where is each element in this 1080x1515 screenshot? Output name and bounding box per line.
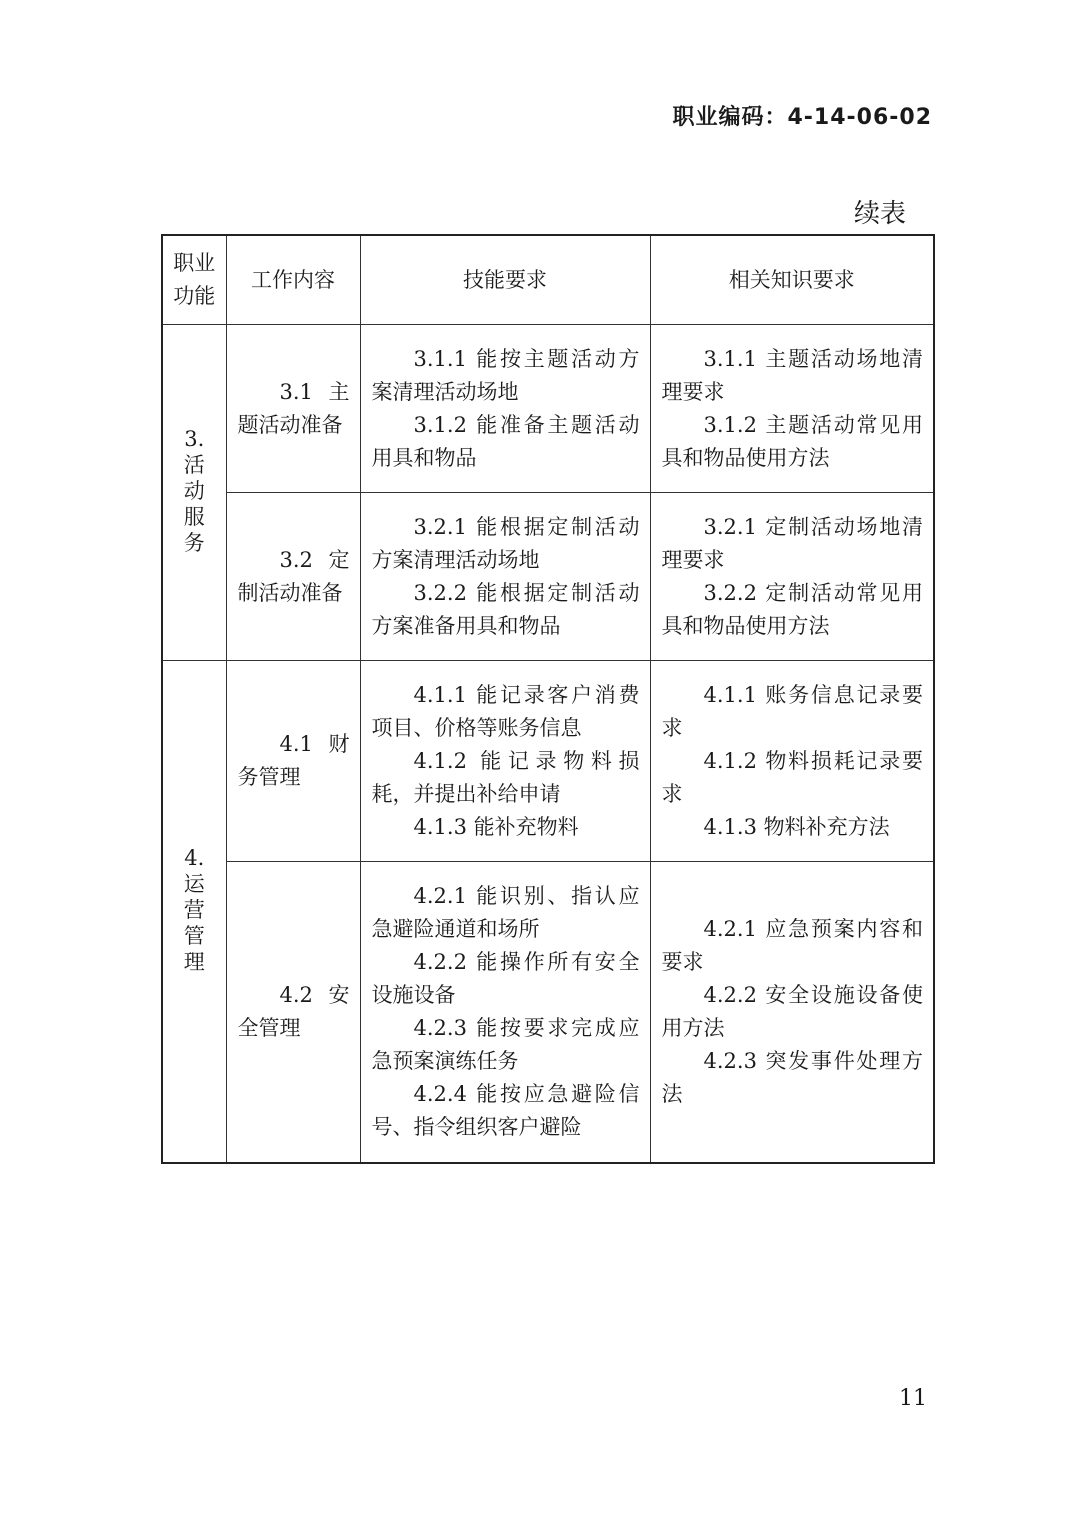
- content-cell: 3.1 主题活动准备: [226, 325, 360, 493]
- content-cell: 4.1 财务管理: [226, 661, 360, 862]
- header-content: 工作内容: [226, 235, 360, 325]
- table-row: [162, 325, 934, 493]
- table-row: [162, 661, 934, 862]
- table-row: [162, 493, 934, 661]
- skills-cell: 3.2.1 能根据定制活动方案清理活动场地 3.2.2 能根据定制活动方案准备用具和物品: [360, 493, 650, 661]
- table-continued-label: 续表: [853, 199, 906, 229]
- header-function: 职业功能: [162, 235, 226, 325]
- content-cell: 3.2 定制活动准备: [226, 493, 360, 661]
- page-number: 11: [899, 1386, 927, 1411]
- knowledge-cell: 4.1.1 账务信息记录要求 4.1.2 物料损耗记录要求 4.1.3 物料补充方法: [650, 661, 934, 862]
- occupation-code: 职业编码：4-14-06-02: [672, 105, 932, 130]
- function-vertical-text: 3. 活 动 服 务: [183, 426, 205, 555]
- header-knowledge: 相关知识要求: [650, 235, 934, 325]
- header-skills: 技能要求: [360, 235, 650, 325]
- skills-cell: 4.2.1 能识别、指认应急避险通道和场所 4.2.2 能操作所有安全设施设备 4.2.3 能按要求完成应急预案演练任务 4.2.4 能按应急避险信号、指令组织客户避险: [360, 862, 650, 1164]
- knowledge-cell: 4.2.1 应急预案内容和要求 4.2.2 安全设施设备使用方法 4.2.3 突发事件处理方法: [650, 862, 934, 1164]
- skill-standard-table: [161, 234, 935, 1164]
- skills-cell: 4.1.1 能记录客户消费项目、价格等账务信息 4.1.2 能记录物料损耗，并提出补给申请 4.1.3 能补充物料: [360, 661, 650, 862]
- function-cell: [162, 661, 226, 1164]
- content-cell: 4.2 安全管理: [226, 862, 360, 1164]
- function-vertical-text: 4. 运 营 管 理: [183, 845, 205, 974]
- skills-cell: 3.1.1 能按主题活动方案清理活动场地 3.1.2 能准备主题活动用具和物品: [360, 325, 650, 493]
- knowledge-cell: 3.1.1 主题活动场地清理要求 3.1.2 主题活动常见用具和物品使用方法: [650, 325, 934, 493]
- knowledge-cell: 3.2.1 定制活动场地清理要求 3.2.2 定制活动常见用具和物品使用方法: [650, 493, 934, 661]
- table-header-row: [162, 235, 934, 325]
- table-row: [162, 862, 934, 1164]
- function-cell: [162, 325, 226, 661]
